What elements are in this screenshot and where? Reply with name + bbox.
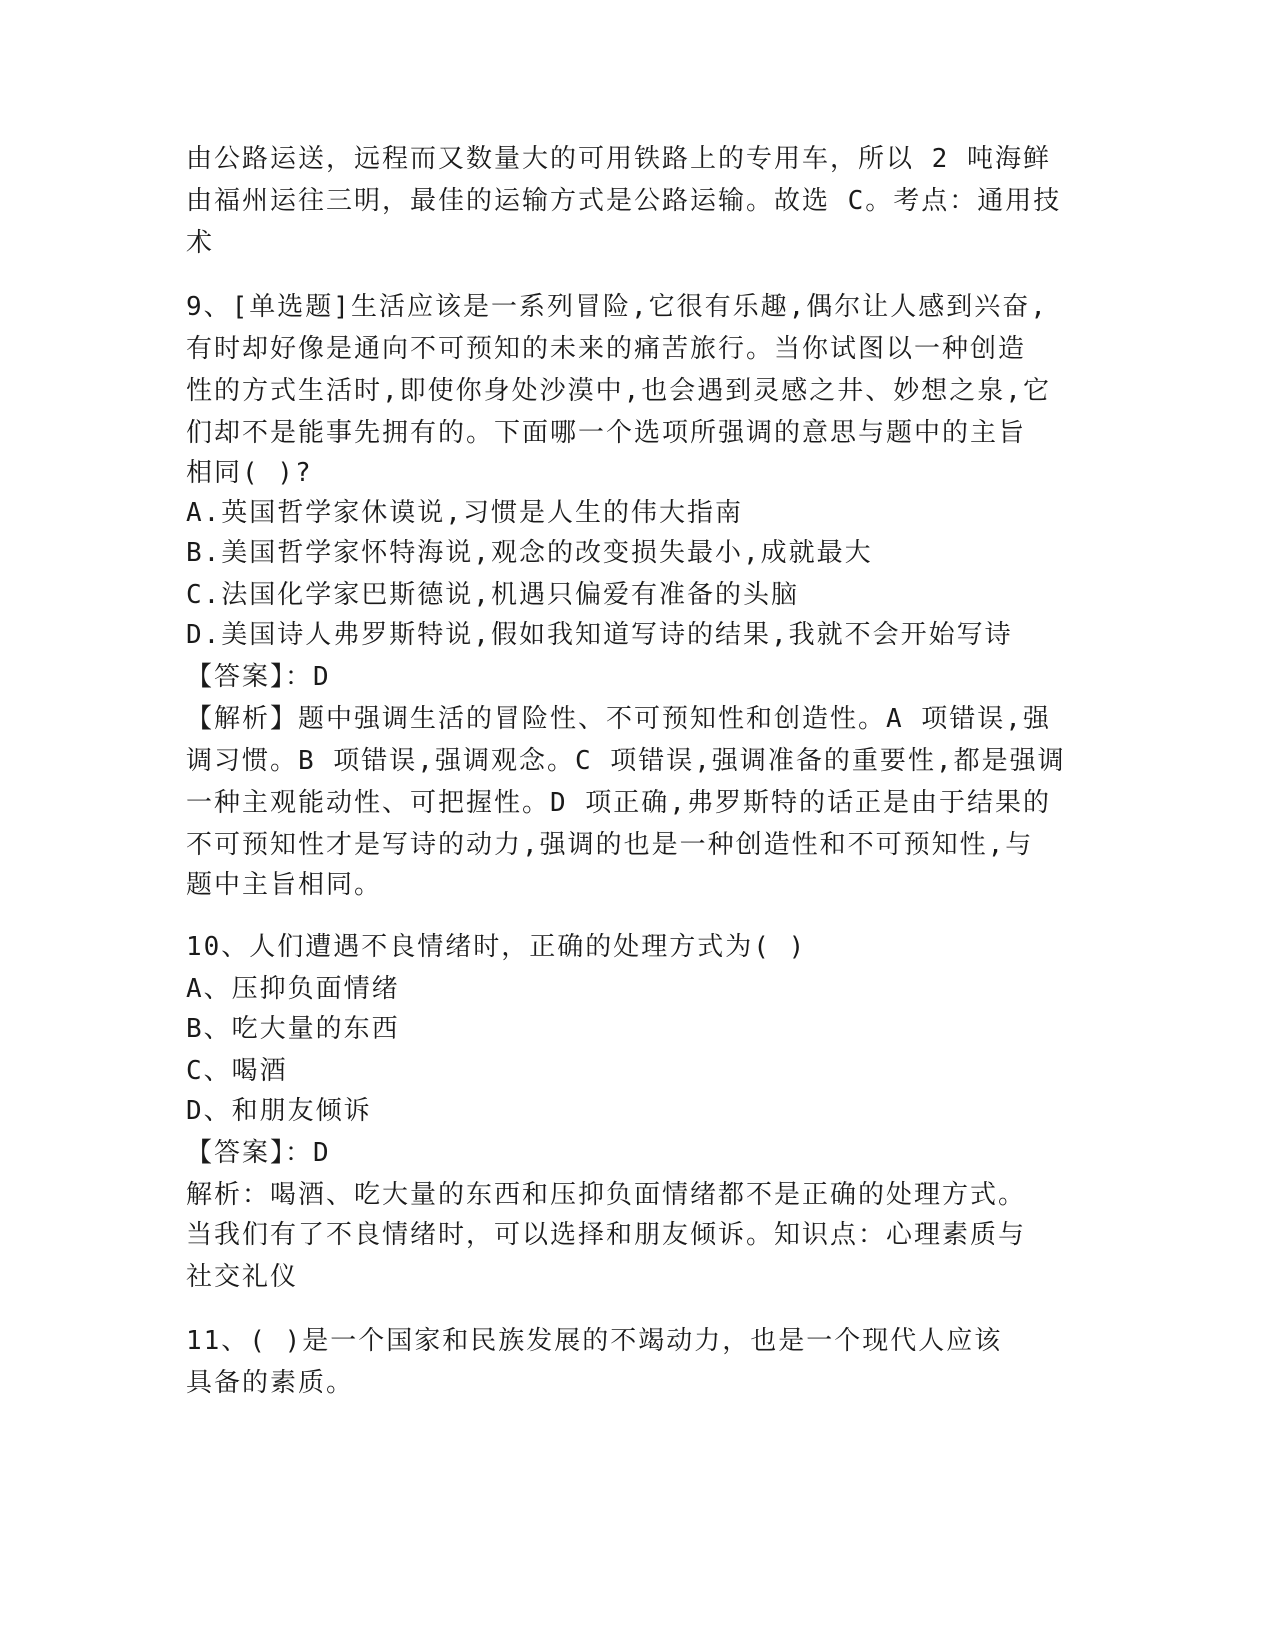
q9-analysis-line: 题中主旨相同。 bbox=[186, 870, 383, 900]
q8-explanation-line: 由公路运送，远程而又数量大的可用铁路上的专用车，所以 2 吨海鲜 bbox=[186, 144, 1051, 174]
q10-answer: 【答案】：D bbox=[186, 1138, 331, 1168]
q10-analysis-line: 解析：喝酒、吃大量的东西和压抑负面情绪都不是正确的处理方式。 bbox=[186, 1180, 1027, 1210]
q9-stem-line: 性的方式生活时,即使你身处沙漠中,也会遇到灵感之井、妙想之泉,它 bbox=[186, 376, 1051, 406]
q11-stem-line: 具备的素质。 bbox=[186, 1368, 355, 1398]
q10-analysis-line: 当我们有了不良情绪时，可以选择和朋友倾诉。知识点：心理素质与 bbox=[186, 1220, 1027, 1250]
q9-answer: 【答案】：D bbox=[186, 662, 331, 692]
q9-option-d: D.美国诗人弗罗斯特说,假如我知道写诗的结果,我就不会开始写诗 bbox=[186, 620, 1013, 650]
q11-stem-line: 11、( )是一个国家和民族发展的不竭动力，也是一个现代人应该 bbox=[186, 1326, 1003, 1356]
q9-option-a: A.英国哲学家休谟说,习惯是人生的伟大指南 bbox=[186, 498, 743, 528]
q9-stem-line: 9、[单选题]生活应该是一系列冒险,它很有乐趣,偶尔让人感到兴奋, bbox=[186, 292, 1048, 322]
q9-analysis-line: 不可预知性才是写诗的动力,强调的也是一种创造性和不可预知性,与 bbox=[186, 830, 1034, 860]
q9-analysis-line: 调习惯。B 项错误,强调观念。C 项错误,强调准备的重要性,都是强调 bbox=[186, 746, 1066, 776]
q8-explanation-line: 术 bbox=[186, 228, 215, 258]
q10-option-b: B、吃大量的东西 bbox=[186, 1014, 400, 1044]
q9-stem-line: 相同( )? bbox=[186, 458, 313, 488]
q10-stem: 10、人们遭遇不良情绪时，正确的处理方式为( ) bbox=[186, 932, 807, 962]
q9-option-c: C.法国化学家巴斯德说,机遇只偏爱有准备的头脑 bbox=[186, 580, 799, 610]
q10-option-a: A、压抑负面情绪 bbox=[186, 974, 400, 1004]
q8-explanation-line: 由福州运往三明，最佳的运输方式是公路运输。故选 C。考点：通用技 bbox=[186, 186, 1062, 216]
q10-analysis-line: 社交礼仪 bbox=[186, 1262, 299, 1292]
q9-analysis-line: 一种主观能动性、可把握性。D 项正确,弗罗斯特的话正是由于结果的 bbox=[186, 788, 1051, 818]
q10-option-c: C、喝酒 bbox=[186, 1056, 288, 1086]
q9-stem-line: 有时却好像是通向不可预知的未来的痛苦旅行。当你试图以一种创造 bbox=[186, 334, 1027, 364]
q9-option-b: B.美国哲学家怀特海说,观念的改变损失最小,成就最大 bbox=[186, 538, 873, 568]
q9-stem-line: 们却不是能事先拥有的。下面哪一个选项所强调的意思与题中的主旨 bbox=[186, 418, 1027, 448]
q9-analysis-line: 【解析】题中强调生活的冒险性、不可预知性和创造性。A 项错误,强 bbox=[186, 704, 1051, 734]
q10-option-d: D、和朋友倾诉 bbox=[186, 1096, 372, 1126]
